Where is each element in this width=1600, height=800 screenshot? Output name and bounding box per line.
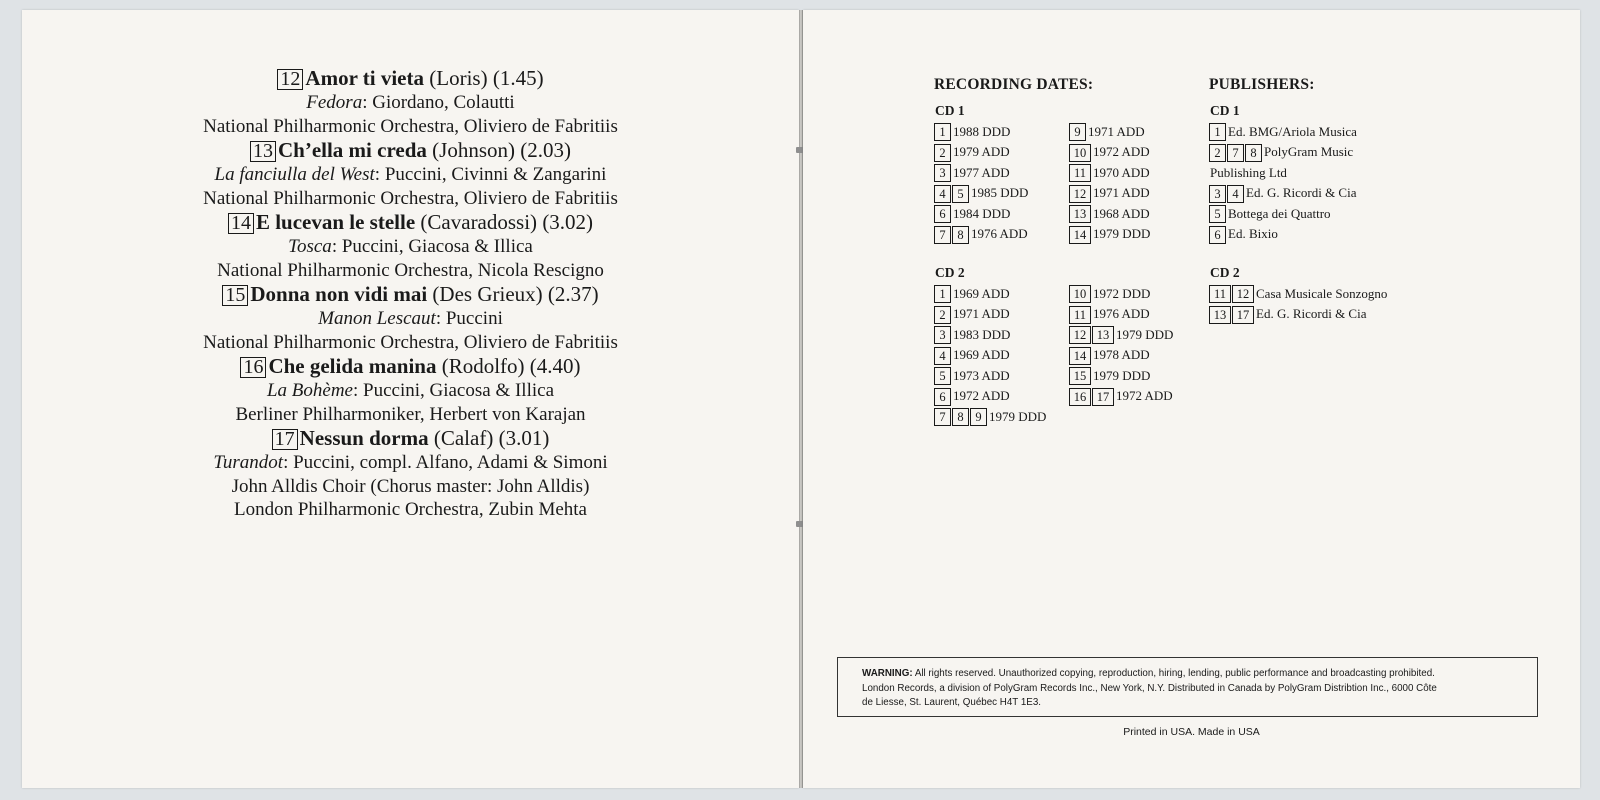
track-number-box: 1 [934, 123, 951, 141]
list-item [934, 345, 1046, 366]
track-number-box: 11 [1069, 306, 1091, 324]
track-role: (Rodolfo) [441, 354, 525, 378]
opera-title: Manon Lescaut [318, 308, 436, 329]
list-item-text: 1985 DDD [971, 185, 1029, 201]
track-heading [22, 354, 799, 379]
track-number-box: 4 [934, 185, 951, 203]
track-number-box: 4 [934, 347, 951, 365]
track-opera-line [22, 379, 799, 403]
track-number-box: 5 [952, 185, 969, 203]
track-number-box: 10 [1069, 285, 1091, 303]
warning-line2: London Records, a division of PolyGram Records Inc., New York, N.Y. Distributed in Canada by PolyGram Distribtion Inc., 6000 Côte [862, 682, 1437, 694]
track-title: Ch’ella mi creda [277, 138, 427, 162]
performer-credits: London Philharmonic Orchestra, Zubin Mehta [233, 499, 587, 520]
track-number: 14 [228, 213, 254, 234]
rd-cd2-col1 [934, 283, 1046, 427]
list-item [1069, 183, 1150, 204]
recording-dates-title: RECORDING DATES: [934, 76, 1094, 93]
track-number-box: 2 [934, 306, 951, 324]
track-number-box: 1 [934, 285, 951, 303]
track-entry [22, 210, 799, 282]
list-item-text: 1977 ADD [953, 164, 1010, 180]
pub-cd1-label: CD 1 [1210, 103, 1240, 118]
track-entry [22, 354, 799, 426]
list-item-text: Ed. G. Ricordi & Cia [1246, 185, 1357, 201]
printed-notice: Printed in USA. Made in USA [1123, 726, 1260, 738]
track-number-box: 6 [934, 205, 951, 223]
list-item-text: 1979 DDD [1116, 326, 1174, 342]
track-role: (Cavaradossi) [420, 210, 538, 234]
list-item-text: 1971 ADD [953, 306, 1010, 322]
track-duration: (2.03) [520, 138, 571, 162]
track-number-box: 10 [1069, 144, 1091, 162]
list-item-text: 1978 ADD [1093, 347, 1150, 363]
list-item-text: 1972 DDD [1093, 285, 1151, 301]
list-item [934, 365, 1046, 386]
track-number-box: 6 [1209, 226, 1226, 244]
track-number-box: 11 [1209, 285, 1231, 303]
track-title: Che gelida manina [268, 354, 437, 378]
list-item [1209, 162, 1357, 183]
rd-cd2-col2 [1069, 283, 1173, 406]
track-opera-line [22, 451, 799, 475]
track-heading [22, 210, 799, 235]
track-number-box: 7 [934, 226, 951, 244]
warning-line1: All rights reserved. Unauthorized copying, reproduction, hiring, lending, public performance and broadcasting prohibited. [914, 668, 1435, 679]
list-item-text: Ed. G. Ricordi & Cia [1256, 306, 1367, 322]
track-number-box: 4 [1227, 185, 1244, 203]
list-item [1209, 183, 1357, 204]
track-title: Donna non vidi mai [250, 282, 428, 306]
list-item [1209, 121, 1357, 142]
track-number-box: 12 [1232, 285, 1254, 303]
track-entry [22, 282, 799, 354]
list-item [1209, 142, 1357, 163]
track-number: 17 [272, 429, 298, 450]
performer-credits: National Philharmonic Orchestra, Nicola Rescigno [217, 259, 604, 281]
performer-credits: John Alldis Choir (Chorus master: John Alldis) [231, 475, 590, 497]
composer-credits: : Puccini [435, 308, 503, 329]
composer-credits: : Puccini, compl. Alfano, Adami & Simoni [283, 452, 608, 473]
list-item-text: 1979 DDD [1093, 367, 1151, 383]
composer-credits: : Puccini, Giacosa & Illica [352, 380, 555, 401]
list-item [1069, 386, 1173, 407]
list-item-text: 1970 ADD [1093, 164, 1150, 180]
warning-label: WARNING: [862, 668, 913, 679]
list-item [1069, 162, 1150, 183]
track-number-box: 8 [952, 408, 969, 426]
right-page [803, 10, 1580, 788]
list-item [934, 121, 1028, 142]
list-item [1209, 224, 1357, 245]
list-item [1069, 121, 1150, 142]
composer-credits: : Puccini, Giacosa & Illica [331, 236, 533, 257]
track-entry [22, 138, 799, 210]
list-item [1209, 203, 1357, 224]
list-item-text: Publishing Ltd [1210, 164, 1287, 180]
track-number: 13 [250, 141, 276, 162]
list-item-text: 1969 ADD [953, 347, 1010, 363]
list-item-text: 1971 ADD [1088, 123, 1145, 139]
list-item [934, 304, 1046, 325]
opera-title: Fedora [306, 92, 363, 113]
track-number-box: 11 [1069, 164, 1091, 182]
performer-credits: National Philharmonic Orchestra, Oliviero de Fabritiis [203, 115, 618, 137]
list-item [934, 142, 1028, 163]
list-item [1069, 345, 1173, 366]
list-item-text: 1969 ADD [953, 285, 1010, 301]
track-role: (Des Grieux) [432, 282, 543, 306]
track-duration: (3.02) [542, 210, 594, 234]
list-item-text: Casa Musicale Sonzogno [1256, 285, 1388, 301]
track-number-box: 8 [952, 226, 969, 244]
track-number-box: 1 [1209, 123, 1226, 141]
track-heading [22, 282, 799, 307]
list-item [1069, 142, 1150, 163]
track-number-box: 17 [1232, 306, 1254, 324]
track-number-box: 2 [1209, 144, 1226, 162]
track-performer-line [22, 187, 799, 211]
track-title: E lucevan le stelle [255, 210, 416, 234]
list-item-text: 1983 DDD [953, 326, 1011, 342]
performer-credits: National Philharmonic Orchestra, Oliviero de Fabritiis [203, 331, 618, 353]
track-list [22, 66, 799, 522]
pub-cd2-label: CD 2 [1210, 265, 1240, 280]
track-entry [22, 66, 799, 138]
track-heading [22, 138, 799, 163]
track-opera-line [22, 307, 799, 331]
track-number-box: 14 [1069, 226, 1091, 244]
list-item [1069, 324, 1173, 345]
copyright-warning-box [837, 657, 1538, 717]
list-item-text: 1976 ADD [971, 226, 1028, 242]
track-number-box: 5 [934, 367, 951, 385]
list-item-text: Ed. BMG/Ariola Musica [1228, 123, 1357, 139]
list-item [934, 406, 1046, 427]
opera-title: La fanciulla del West [214, 164, 375, 185]
track-performer-line [22, 115, 799, 139]
list-item [934, 183, 1028, 204]
list-item [934, 203, 1028, 224]
list-item [1069, 203, 1150, 224]
track-number-box: 13 [1069, 205, 1091, 223]
track-duration: (2.37) [547, 282, 599, 306]
track-role: (Calaf) [433, 426, 494, 450]
publishers-title: PUBLISHERS: [1209, 76, 1315, 93]
left-page [22, 10, 799, 788]
list-item-text: 1976 ADD [1093, 306, 1150, 322]
track-heading [22, 426, 799, 451]
list-item [934, 386, 1046, 407]
list-item-text: 1988 DDD [953, 123, 1011, 139]
list-item-text: 1979 DDD [989, 408, 1047, 424]
list-item [1069, 304, 1173, 325]
track-number-box: 12 [1069, 326, 1091, 344]
track-role: (Loris) [429, 66, 488, 90]
list-item-text: 1971 ADD [1093, 185, 1150, 201]
performer-credits: National Philharmonic Orchestra, Oliviero de Fabritiis [203, 187, 618, 209]
list-item-text: Ed. Bixio [1228, 226, 1278, 242]
track-number-box: 2 [934, 144, 951, 162]
performer-credits: Berliner Philharmoniker, Herbert von Karajan [235, 403, 586, 425]
track-number: 12 [277, 69, 303, 90]
list-item-text: 1972 ADD [1116, 388, 1173, 404]
track-number-box: 16 [1069, 388, 1091, 406]
list-item [934, 162, 1028, 183]
track-number: 15 [222, 285, 248, 306]
list-item [1069, 365, 1173, 386]
composer-credits: : Giordano, Colautti [362, 92, 515, 113]
list-item [1069, 224, 1150, 245]
list-item-text: 1972 ADD [953, 388, 1010, 404]
rd-cd1-col2 [1069, 121, 1150, 244]
track-opera-line [22, 91, 799, 115]
track-number-box: 12 [1069, 185, 1091, 203]
rd-cd1-col1 [934, 121, 1028, 244]
rd-cd1-label: CD 1 [935, 103, 965, 118]
track-number-box: 7 [934, 408, 951, 426]
list-item-text: 1979 DDD [1093, 226, 1151, 242]
track-performer-line [22, 403, 799, 427]
track-duration: (4.40) [529, 354, 581, 378]
pub-cd2-list [1209, 283, 1387, 324]
track-opera-line [22, 163, 799, 187]
list-item-text: PolyGram Music [1264, 144, 1354, 160]
list-item [934, 324, 1046, 345]
track-performer-line [22, 331, 799, 355]
track-number-box: 14 [1069, 347, 1091, 365]
track-number-box: 3 [934, 164, 951, 182]
opera-title: Tosca [288, 236, 332, 257]
track-number-box: 9 [970, 408, 987, 426]
track-number-box: 13 [1092, 326, 1114, 344]
track-role: (Johnson) [432, 138, 515, 162]
track-performer-line [22, 475, 799, 499]
list-item-text: Bottega dei Quattro [1228, 205, 1331, 221]
list-item-text: 1973 ADD [953, 367, 1010, 383]
list-item-text: 1972 ADD [1093, 144, 1150, 160]
track-title: Amor ti vieta [305, 66, 424, 90]
track-number-box: 3 [1209, 185, 1226, 203]
track-number-box: 13 [1209, 306, 1231, 324]
track-performer-line [22, 259, 799, 283]
composer-credits: : Puccini, Civinni & Zangarini [374, 164, 607, 185]
pub-cd1-list [1209, 121, 1357, 244]
track-duration: (1.45) [492, 66, 544, 90]
track-number-box: 3 [934, 326, 951, 344]
list-item-text: 1984 DDD [953, 205, 1011, 221]
track-duration: (3.01) [498, 426, 550, 450]
track-number-box: 6 [934, 388, 951, 406]
track-number-box: 7 [1227, 144, 1244, 162]
list-item [1209, 283, 1387, 304]
list-item [1209, 304, 1387, 325]
opera-title: Turandot [213, 452, 284, 473]
track-number-box: 9 [1069, 123, 1086, 141]
track-opera-line [22, 235, 799, 259]
track-number: 16 [240, 357, 266, 378]
track-number-box: 15 [1069, 367, 1091, 385]
track-heading [22, 66, 799, 91]
list-item [1069, 283, 1173, 304]
list-item-text: 1979 ADD [953, 144, 1010, 160]
list-item-text: 1968 ADD [1093, 205, 1150, 221]
rd-cd2-label: CD 2 [935, 265, 965, 280]
track-number-box: 8 [1245, 144, 1262, 162]
list-item [934, 283, 1046, 304]
track-title: Nessun dorma [299, 426, 429, 450]
opera-title: La Bohème [266, 380, 353, 401]
track-number-box: 17 [1092, 388, 1114, 406]
warning-line3: de Liesse, St. Laurent, Québec H4T 1E3. [862, 697, 1041, 708]
track-entry [22, 426, 799, 522]
track-performer-line [22, 498, 799, 522]
list-item [934, 224, 1028, 245]
track-number-box: 5 [1209, 205, 1226, 223]
